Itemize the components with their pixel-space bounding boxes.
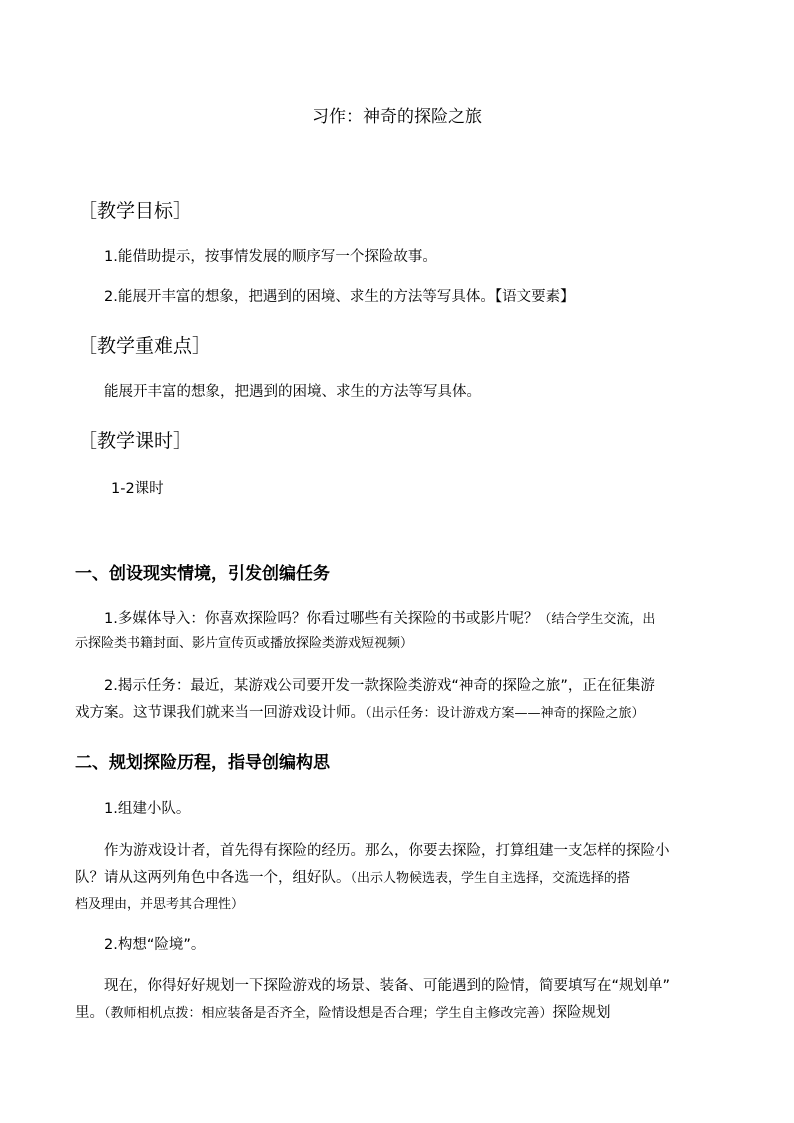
goal-item-1: 1.能借助提示，按事情发展的顺序写一个探险故事。	[104, 249, 437, 265]
key-points-heading: ［教学重难点］	[78, 335, 212, 357]
goal-item-2: 2.能展开丰富的想象，把遇到的困境、求生的方法等写具体。【语文要素】	[104, 289, 575, 305]
section-2-item-1: 1.组建小队。	[104, 801, 191, 817]
section-2-paragraph-4-line-1: 现在，你得好好规划一下探险游戏的场景、装备、可能遇到的险情，简要填写在“规划单”	[104, 978, 671, 994]
section-2-item-2: 2.构想“险境”。	[104, 937, 206, 953]
section-1-paragraph-2-line-2	[75, 702, 645, 725]
section-2-heading: 二、规划探险历程，指导创编构思	[75, 753, 330, 773]
section-1-paragraph-1-line-2: 示探险类书籍封面、影片宣传页或播放探险类游戏短视频）	[75, 636, 414, 651]
section-1-paragraph-1-line-1	[104, 608, 655, 631]
section-1-paragraph-2-line-1: 2.揭示任务：最近，某游戏公司要开发一款探险类游戏“神奇的探险之旅”，正在征集游	[104, 678, 655, 694]
paragraph-text: 戏方案。这节课我们就来当一回游戏设计师。	[75, 705, 365, 721]
periods-text: 1-2课时	[111, 481, 164, 497]
paragraph-text: 1.多媒体导入：你喜欢探险吗？你看过哪些有关探险的书或影片呢？	[104, 611, 539, 627]
section-2-paragraph-3-line-1: 作为游戏设计者，首先得有探险的经历。那么，你要去探险，打算组建一支怎样的探险小	[104, 843, 670, 859]
teaching-note: （出示任务：设计游戏方案——神奇的探险之旅）	[365, 706, 645, 721]
paragraph-text: 队？请从这两列角色中各选一个，组好队。	[75, 870, 351, 886]
teaching-note: （出示人物候选表，学生自主选择，交流选择的搭	[350, 871, 631, 886]
section-2-paragraph-3-line-2	[75, 867, 630, 890]
key-points-text: 能展开丰富的想象，把遇到的困境、求生的方法等写具体。	[104, 384, 481, 400]
section-1-heading: 一、创设现实情境，引发创编任务	[75, 564, 330, 584]
paragraph-text: 里。	[75, 1005, 104, 1021]
section-2-paragraph-4-line-2	[75, 1002, 611, 1025]
section-2-paragraph-3-line-3: 档及理由，并思考其合理性）	[75, 897, 245, 912]
teaching-note: （教师相机点拨：相应装备是否齐全，险情设想是否合理；学生自主修改完善）	[104, 1006, 553, 1021]
goals-heading: ［教学目标］	[78, 200, 193, 222]
paragraph-text: 探险规划	[552, 1005, 611, 1021]
document-title: 习作：神奇的探险之旅	[312, 107, 482, 127]
periods-heading: ［教学课时］	[78, 430, 193, 452]
teaching-note: （结合学生交流，出	[538, 612, 656, 627]
